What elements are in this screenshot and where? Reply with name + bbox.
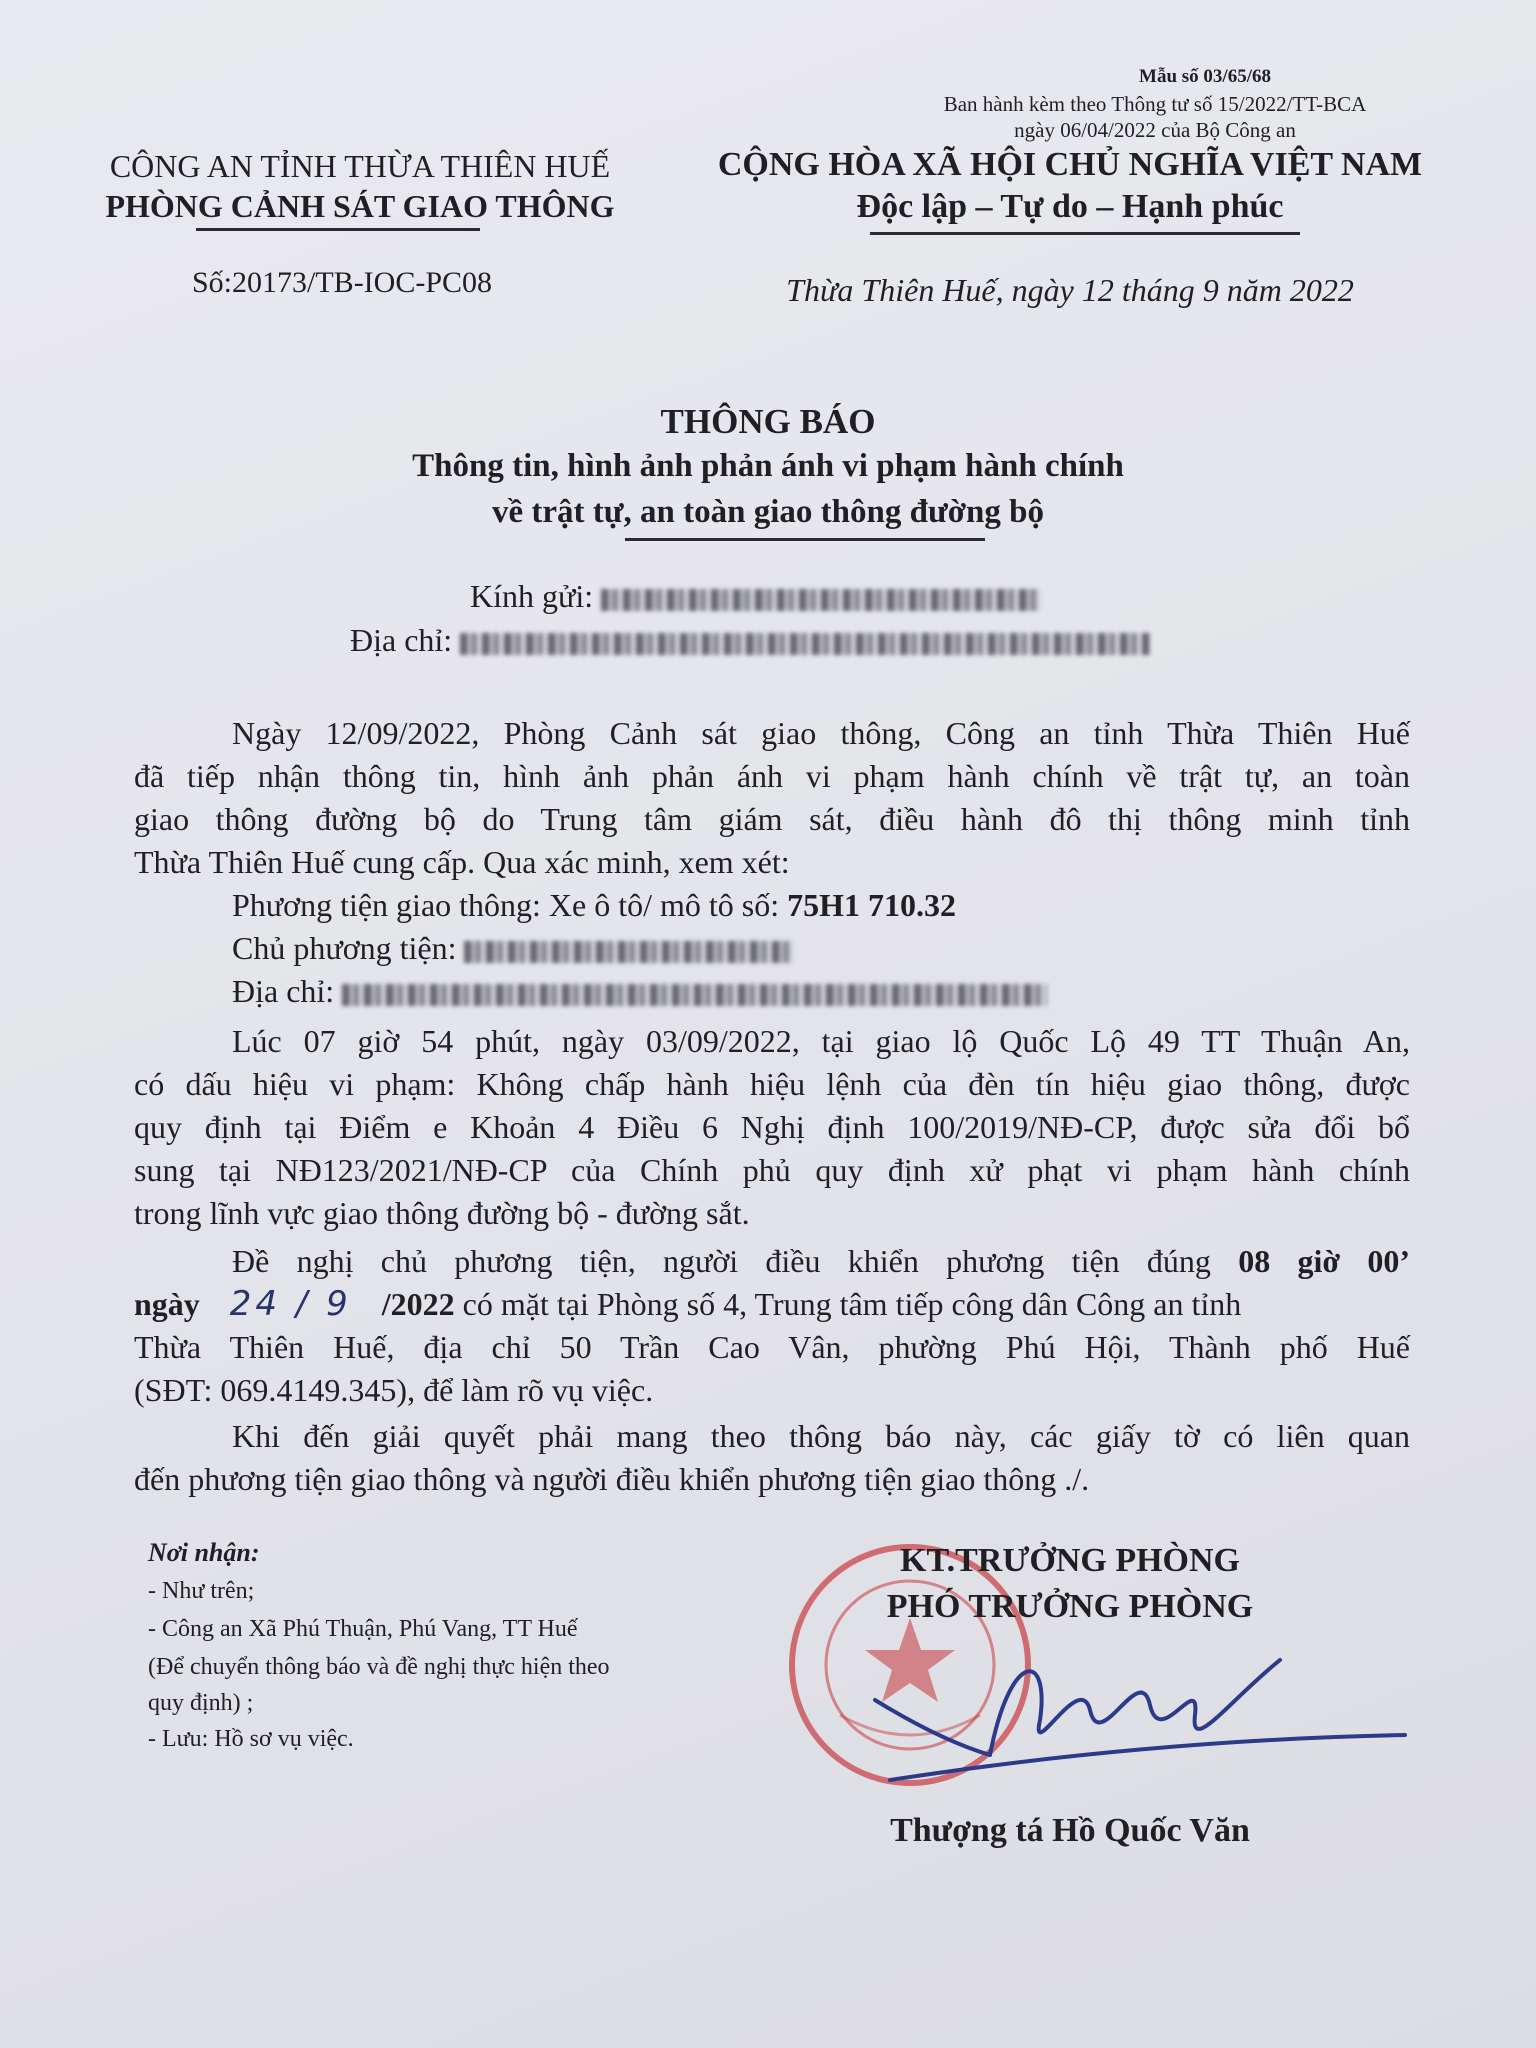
body-line: Lúc 07 giờ 54 phút, ngày 03/09/2022, tại giao lộ Quốc Lộ 49 TT Thuận An,	[232, 1023, 1410, 1059]
agency-underline	[196, 228, 480, 231]
agency-parent: CÔNG AN TỈNH THỪA THIÊN HUẾ	[109, 148, 611, 184]
receiver-item: - Như trên;	[148, 1578, 255, 1604]
receiver-item: quy định) ;	[148, 1690, 254, 1716]
body-line: Khi đến giải quyết phải mang theo thông báo này, các giấy tờ có liên quan	[232, 1418, 1410, 1454]
form-code: Mẫu số 03/65/68	[1139, 66, 1271, 87]
appointment-year: /2022	[381, 1286, 455, 1322]
receiver-item: - Công an Xã Phú Thuận, Phú Vang, TT Huế	[148, 1616, 578, 1642]
document-title: THÔNG BÁO	[660, 402, 876, 441]
signature-title-2: PHÓ TRƯỞNG PHÒNG	[886, 1588, 1254, 1625]
document-subtitle-1: Thông tin, hình ảnh phản ánh vi phạm hành chính	[412, 448, 1124, 484]
receiver-item: (Để chuyển thông báo và đề nghị thực hiện theo	[148, 1654, 610, 1680]
vehicle-label: Phương tiện giao thông: Xe ô tô/ mô tô số:	[232, 887, 780, 923]
appointment-line	[232, 1240, 1410, 1283]
body-line: Thừa Thiên Huế, địa chỉ 50 Trần Cao Vân, phường Phú Hội, Thành phố Huế	[134, 1329, 1410, 1365]
form-issue-date: ngày 06/04/2022 của Bộ Công an	[1014, 118, 1296, 142]
owner-label: Chủ phương tiện:	[232, 930, 457, 966]
document-subtitle-2: về trật tự, an toàn giao thông đường bộ	[491, 494, 1044, 530]
subtitle-underline	[625, 538, 985, 541]
redacted-owner-address	[342, 984, 1047, 1006]
body-line: trong lĩnh vực giao thông đường bộ - đường sắt.	[134, 1195, 750, 1231]
body-line: giao thông đường bộ do Trung tâm giám sát, điều hành đô thị thông minh tỉnh	[134, 801, 1410, 837]
body-line: quy định tại Điểm e Khoản 4 Điều 6 Nghị định 100/2019/NĐ-CP, được sửa đổi bổ	[134, 1109, 1410, 1145]
document-number: Số:20173/TB-IOC-PC08	[192, 266, 493, 299]
place-date: Thừa Thiên Huế, ngày 12 tháng 9 năm 2022	[786, 272, 1354, 308]
vehicle-plate: 75H1 710.32	[787, 887, 957, 923]
handwritten-signature-icon	[850, 1590, 1410, 1790]
receivers-heading: Nơi nhận:	[148, 1538, 260, 1567]
body-line: đã tiếp nhận thông tin, hình ảnh phản ánh vi phạm hành chính về trật tự, an toàn	[134, 758, 1410, 794]
body-line: đến phương tiện giao thông và người điều khiển phương tiện giao thông ./.	[134, 1461, 1090, 1497]
body-line: sung tại NĐ123/2021/NĐ-CP của Chính phủ quy định xử phạt vi phạm hành chính	[134, 1152, 1410, 1188]
redacted-recipient-address	[460, 633, 1150, 655]
body-line: Ngày 12/09/2022, Phòng Cảnh sát giao thông, Công an tỉnh Thừa Thiên Huế	[232, 715, 1410, 751]
owner-address-row	[232, 970, 1047, 1013]
appointment-location: có mặt tại Phòng số 4, Trung tâm tiếp công dân Công an tỉnh	[462, 1286, 1242, 1322]
signer-name: Thượng tá Hồ Quốc Văn	[890, 1812, 1250, 1849]
body-line: có dấu hiệu vi phạm: Không chấp hành hiệu lệnh của đèn tín hiệu giao thông, được	[134, 1066, 1410, 1102]
recipient-address-row	[350, 622, 1150, 659]
recipient-row	[470, 578, 1041, 615]
appointment-date-line	[134, 1283, 1410, 1326]
form-law-reference: Ban hành kèm theo Thông tư số 15/2022/TT-BCA	[943, 92, 1367, 116]
appointment-time: 08 giờ 00’	[1238, 1243, 1411, 1279]
receiver-item: - Lưu: Hồ sơ vụ việc.	[148, 1726, 354, 1752]
signature-title-1: KT.TRƯỞNG PHÒNG	[900, 1542, 1240, 1579]
body-line: (SĐT: 069.4149.345), để làm rõ vụ việc.	[134, 1372, 654, 1408]
owner-address-label: Địa chỉ:	[232, 973, 335, 1009]
appointment-day-label: ngày	[134, 1286, 200, 1322]
owner-row	[232, 927, 794, 970]
redacted-recipient-name	[601, 589, 1041, 611]
body-line: Thừa Thiên Huế cung cấp. Qua xác minh, xem xét:	[134, 844, 790, 880]
nation-motto: Độc lập – Tự do – Hạnh phúc	[856, 188, 1284, 225]
motto-underline	[870, 232, 1300, 235]
handwritten-day: 24 / 9	[229, 1284, 352, 1324]
agency-unit: PHÒNG CẢNH SÁT GIAO THÔNG	[105, 188, 615, 224]
redacted-owner-name	[464, 941, 794, 963]
nation-name: CỘNG HÒA XÃ HỘI CHỦ NGHĨA VIỆT NAM	[717, 146, 1423, 183]
vehicle-row	[232, 884, 956, 927]
appointment-text: Đề nghị chủ phương tiện, người điều khiển phương tiện đúng	[232, 1243, 1211, 1279]
recipient-address-label: Địa chỉ:	[350, 622, 453, 658]
recipient-label: Kính gửi:	[470, 578, 594, 614]
